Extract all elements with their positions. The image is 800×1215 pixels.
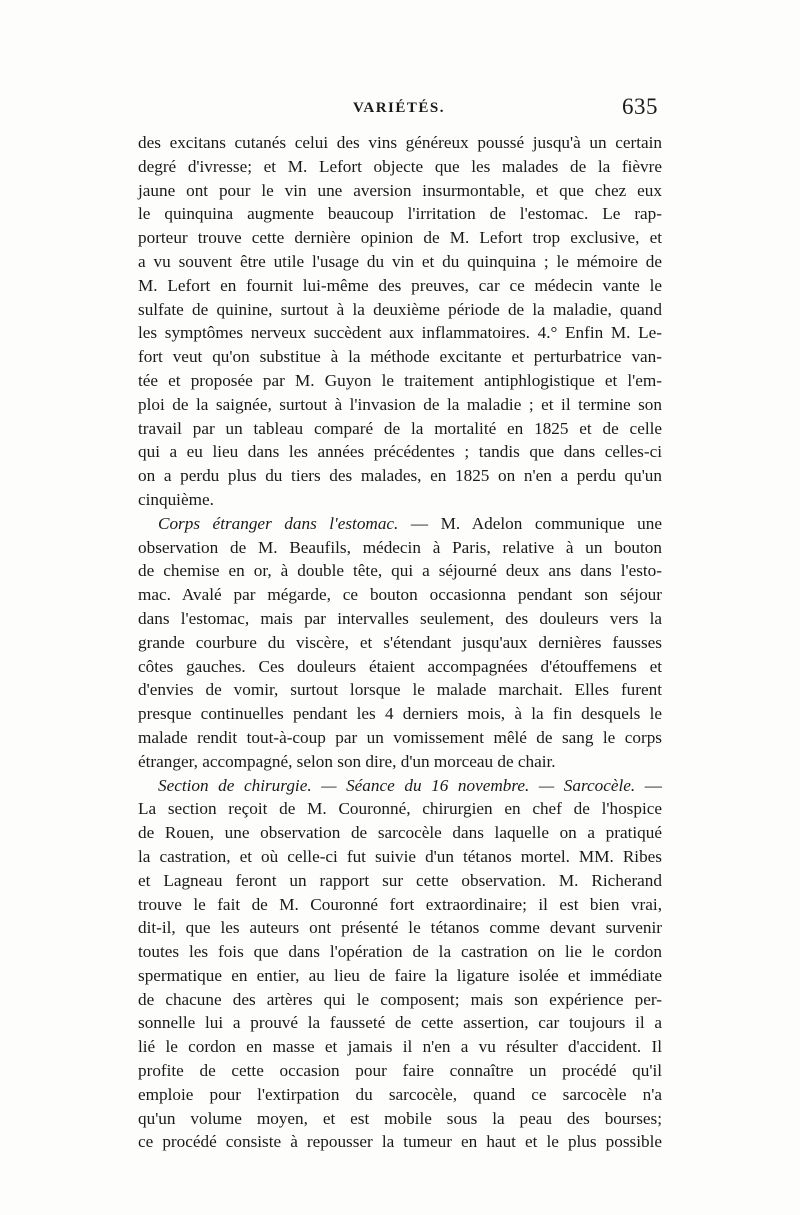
line-text: tée et proposée par M. Guyon le traitement antiphlogistique et l'em- [138, 370, 662, 390]
line-text: côtes gauches. Ces douleurs étaient accompagnées d'étouffemens et [138, 656, 662, 676]
text-line [138, 250, 662, 274]
line-text: trouve le fait de M. Couronné fort extraordinaire; il est bien vrai, [138, 894, 662, 914]
text-line [138, 1130, 662, 1154]
line-text: fort veut qu'on substitue à la méthode excitante et perturbatrice van- [138, 347, 662, 367]
line-text: les symptômes nerveux succèdent aux inflammatoires. 4.° Enfin M. Le- [138, 323, 662, 343]
text-line [138, 607, 662, 631]
section-heading: Corps étranger dans l'estomac. [158, 513, 399, 533]
text-line [138, 512, 662, 536]
text-line [138, 821, 662, 845]
line-text: La section reçoit de M. Couronné, chirurgien en chef de l'hospice [138, 799, 662, 819]
line-text: malade rendit tout-à-coup par un vomissement mêlé de sang le corps [138, 727, 662, 747]
text-line [138, 869, 662, 893]
line-text: toutes les fois que dans l'opération de la castration on lie le cordon [138, 942, 662, 962]
line-text: le quinquina augmente beaucoup l'irritation de l'estomac. Le rap- [138, 204, 662, 224]
text-line [138, 964, 662, 988]
text-line [138, 1059, 662, 1083]
text-line [138, 797, 662, 821]
text-line [138, 440, 662, 464]
text-line [138, 393, 662, 417]
line-text: spermatique en entier, au lieu de faire la ligature isolée et immédiate [138, 965, 662, 985]
text-line [138, 631, 662, 655]
line-text: degré d'ivresse; et M. Lefort objecte que les malades de la fièvre [138, 156, 662, 176]
line-text: qui a eu lieu dans les années précédentes ; tandis que dans celles-ci [138, 442, 662, 462]
line-text: profite de cette occasion pour faire connaître un procédé qu'il [138, 1061, 662, 1081]
text-line [138, 226, 662, 250]
text-line [138, 369, 662, 393]
line-text: grande courbure du viscère, et s'étendant jusqu'aux dernières fausses [138, 632, 662, 652]
running-head [138, 94, 660, 128]
line-text: de Rouen, une observation de sarcocèle dans laquelle on a pratiqué [138, 823, 662, 843]
text-line [138, 179, 662, 203]
text-line [138, 464, 662, 488]
text-line [138, 702, 662, 726]
line-text: presque continuelles pendant les 4 derniers mois, à la fin desquels le [138, 704, 662, 724]
line-text: étranger, accompagné, selon son dire, d'un morceau de chair. [138, 751, 556, 771]
running-title: VARIÉTÉS. [352, 100, 445, 116]
text-line [138, 916, 662, 940]
text-line [138, 321, 662, 345]
text-line [138, 202, 662, 226]
line-text: mac. Avalé par mégarde, ce bouton occasionna pendant son séjour [138, 585, 662, 605]
line-text: travail par un tableau comparé de la mortalité en 1825 et de celle [138, 418, 662, 438]
section-heading: Section de chirurgie. — Séance du 16 novembre. — Sarcocèle. [158, 775, 636, 795]
text-line [138, 298, 662, 322]
line-text: — [635, 775, 662, 795]
text-line [138, 345, 662, 369]
text-line [138, 274, 662, 298]
text-line [138, 155, 662, 179]
line-text: — M. Adelon communique une [398, 513, 662, 533]
line-text: la castration, et où celle-ci fut suivie d'un tétanos mortel. MM. Ribes [138, 846, 662, 866]
text-line [138, 131, 662, 155]
text-line [138, 536, 662, 560]
line-text: dans l'estomac, mais par intervalles seulement, des douleurs vers la [138, 608, 662, 628]
line-text: des excitans cutanés celui des vins généreux poussé jusqu'à un certain [138, 133, 662, 152]
text-line [138, 1107, 662, 1131]
line-text: porteur trouve cette dernière opinion de M. Lefort trop exclusive, et [138, 228, 662, 248]
line-text: emploie pour l'extirpation du sarcocèle, quand ce sarcocèle n'a [138, 1084, 662, 1104]
line-text: M. Lefort en fournit lui-même des preuves, car ce médecin vante le [138, 275, 662, 295]
text-line [138, 940, 662, 964]
line-text: qu'un volume moyen, et est mobile sous la peau des bourses; [138, 1108, 662, 1128]
text-line [138, 845, 662, 869]
line-text: sonnelle lui a prouvé la fausseté de cette assertion, car toujours il a [138, 1013, 662, 1033]
line-text: observation de M. Beaufils, médecin à Paris, relative à un bouton [138, 537, 662, 557]
line-text: cinquième. [138, 489, 214, 509]
line-text: a vu souvent être utile l'usage du vin et du quinquina ; le mémoire de [138, 251, 662, 271]
page-number: 635 [622, 94, 658, 119]
line-text: jaune ont pour le vin une aversion insurmontable, et que chez eux [138, 180, 662, 200]
text-line [138, 1035, 662, 1059]
line-text: on a perdu plus du tiers des malades, en 1825 on n'en a perdu qu'un [138, 466, 662, 486]
text-line [138, 893, 662, 917]
text-line [138, 750, 662, 774]
text-line [138, 1011, 662, 1035]
text-line [138, 678, 662, 702]
line-text: lié le cordon en masse et jamais il n'en a vu résulter d'accident. Il [138, 1037, 662, 1057]
text-line [138, 655, 662, 679]
line-text: de chemise en or, à double tête, qui a séjourné deux ans dans l'esto- [138, 561, 662, 581]
text-line [138, 726, 662, 750]
text-line [138, 417, 662, 441]
line-text: et Lagneau feront un rapport sur cette observation. M. Richerand [138, 870, 662, 890]
text-line [138, 583, 662, 607]
line-text: dit-il, que les auteurs ont présenté le tétanos comme devant survenir [138, 918, 662, 938]
line-text: ploi de la saignée, surtout à l'invasion de la maladie ; et il termine son [138, 394, 662, 414]
line-text: d'envies de vomir, surtout lorsque le malade marchait. Elles furent [138, 680, 662, 700]
text-line [138, 559, 662, 583]
body-text [138, 131, 662, 1154]
line-text: sulfate de quinine, surtout à la deuxième période de la maladie, quand [138, 299, 662, 319]
text-line [138, 988, 662, 1012]
line-text: de chacune des artères qui le composent; mais son expérience per- [138, 989, 662, 1009]
line-text: ce procédé consiste à repousser la tumeur en haut et le plus possible [138, 1132, 662, 1152]
text-line [138, 488, 662, 512]
text-line [138, 1083, 662, 1107]
text-line [138, 774, 662, 798]
